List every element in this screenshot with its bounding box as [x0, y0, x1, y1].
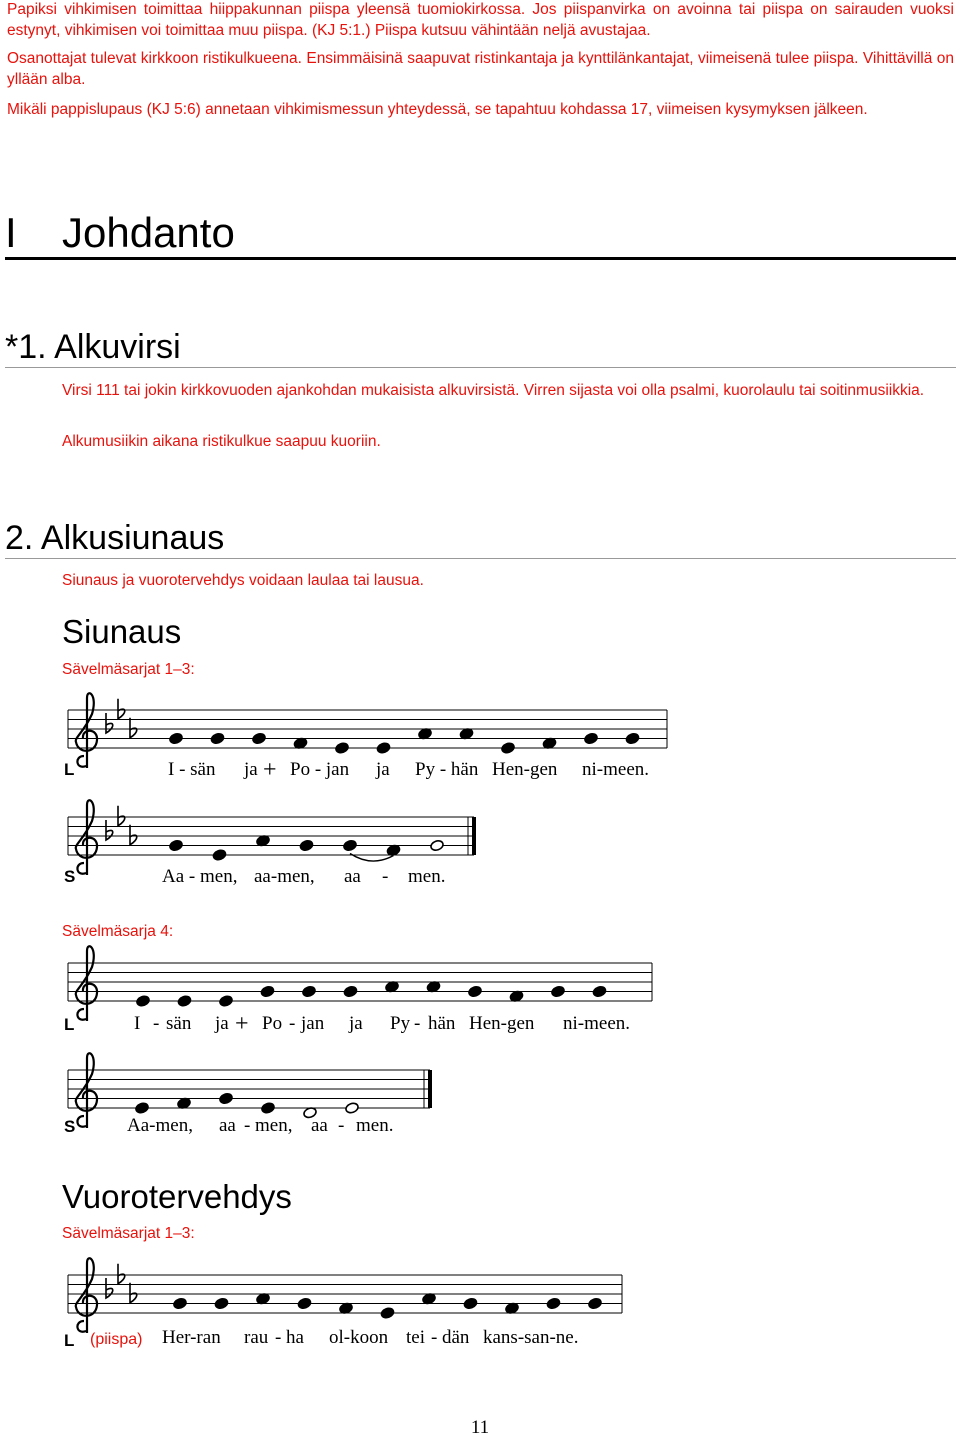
lyric: -: [244, 1115, 251, 1136]
lyric: tei: [406, 1327, 425, 1348]
quarter-note: [219, 995, 234, 1008]
section2-heading: 2. Alkusiunaus: [5, 519, 225, 557]
quarter-note: [214, 1297, 229, 1310]
part-number: I: [5, 209, 17, 256]
lyric: -: [382, 866, 389, 887]
lyric: aa: [311, 1115, 328, 1136]
intro-paragraph-1: Papiksi vihkimisen toimittaa hiippakunnan piispa yleensä tuomiokirkossa. Jos piispanvirka on avoinna tai piispa on sairauden vuoksi estynyt, vihkimisen voi toimittaa muu piispa. (KJ 5:1.) Piispa kutsuu vähintään neljä avustajaa.: [7, 1, 954, 39]
lyric: Hen-gen: [469, 1013, 535, 1034]
treble-clef: [76, 800, 97, 875]
role-liturgist: L: [64, 1015, 75, 1034]
section1-text-1: Virsi 111 tai jokin kirkkovuoden ajankohdan mukaisista alkuvirsistä. Virren sijasta voi olla psalmi, kuorolaulu tai soitinmusiikkia.: [62, 382, 925, 399]
lyric: -: [275, 1327, 282, 1348]
lyric: aa: [344, 866, 361, 887]
quarter-note: [546, 1297, 561, 1310]
treble-clef: [76, 693, 97, 768]
quarter-note: [551, 985, 566, 998]
quarter-note: [210, 732, 225, 745]
lyric: ja: [349, 1013, 363, 1034]
quarter-note: [169, 732, 184, 745]
lyric: aa-men,: [254, 866, 315, 887]
flat-sign: [106, 1278, 113, 1298]
quarter-note: [136, 995, 151, 1008]
quarter-note: [173, 1297, 188, 1310]
siunaus-title: Siunaus: [62, 613, 182, 650]
flat-sign: [118, 699, 125, 719]
flat-sign: [130, 825, 137, 845]
flat-sign: [130, 718, 137, 738]
role-congregation: S: [64, 1117, 76, 1136]
half-note: [345, 1102, 360, 1115]
lyric: Po - jan: [290, 759, 350, 780]
role-liturgist: L: [64, 760, 75, 779]
quarter-note: [261, 1102, 276, 1115]
quarter-note: [260, 985, 275, 998]
quarter-note: [468, 985, 483, 998]
lyric: jan: [301, 1013, 325, 1034]
lyric: ol-koon: [329, 1327, 389, 1348]
lyric: men,: [255, 1115, 293, 1136]
quarter-note: [584, 732, 599, 745]
cross-symbol: +: [263, 757, 277, 783]
lyric: ni-meen.: [582, 759, 650, 780]
lyric: ni-meen.: [563, 1013, 631, 1034]
role-congregation: S: [64, 867, 76, 886]
lyric: -: [431, 1327, 438, 1348]
treble-clef: [76, 1258, 97, 1333]
cross-symbol: +: [235, 1011, 249, 1037]
intro-paragraph-2: Osanottajat tulevat kirkkoon ristikulkueena. Ensimmäisinä saapuvat ristinkantaja ja kynttilänkantajat, viimeisenä tulee piispa. Vihittävillä on yllään alba.: [7, 50, 954, 88]
lyric: Aa-men,: [127, 1115, 193, 1136]
flat-sign: [118, 1264, 125, 1284]
lyric: -: [414, 1013, 421, 1034]
lyric: Po: [262, 1013, 283, 1034]
page-number: 11: [470, 1417, 490, 1438]
role-liturgist: L: [64, 1331, 75, 1350]
lyric: Py: [390, 1013, 411, 1034]
quarter-note: [343, 985, 358, 998]
quarter-note: [299, 839, 314, 852]
quarter-note: [135, 1102, 150, 1115]
lyric: Py - hän: [415, 759, 479, 780]
lyric: -: [153, 1013, 160, 1034]
lyric: ja: [244, 759, 258, 780]
part-title: Johdanto: [62, 209, 235, 256]
quarter-note: [169, 839, 184, 852]
lyric: men.: [356, 1115, 394, 1136]
quarter-note: [463, 1297, 478, 1310]
lyric: Hen-gen: [492, 759, 558, 780]
lyric: Her-ran: [162, 1327, 221, 1348]
lyric: men.: [408, 866, 446, 887]
siunaus-series-a: Sävelmäsarjat 1–3:: [62, 661, 195, 678]
lyric: Aa - men,: [162, 866, 238, 887]
quarter-note: [297, 1297, 312, 1310]
quarter-note: [177, 995, 192, 1008]
section2-text: Siunaus ja vuorotervehdys voidaan laulaa tai lausua.: [62, 572, 424, 589]
piispa-label: (piispa): [90, 1331, 143, 1348]
treble-clef: [76, 946, 97, 1021]
section1-heading: *1. Alkuvirsi: [5, 328, 181, 366]
lyric: ja: [376, 759, 390, 780]
quarter-note: [592, 985, 607, 998]
quarter-note: [343, 839, 358, 852]
lyric: aa: [219, 1115, 236, 1136]
quarter-note: [625, 732, 640, 745]
flat-sign: [118, 806, 125, 826]
quarter-note: [302, 985, 317, 998]
quarter-note: [501, 742, 516, 755]
lyric: ha: [286, 1327, 304, 1348]
quarter-note: [335, 742, 350, 755]
lyric: -: [338, 1115, 345, 1136]
lyric: sän: [166, 1013, 192, 1034]
intro-paragraph-3: Mikäli pappislupaus (KJ 5:6) annetaan vihkimismessun yhteydessä, se tapahtuu kohdassa 17, viimeisen kysymyksen jälkeen.: [7, 101, 868, 118]
quarter-note: [376, 742, 391, 755]
flat-sign: [130, 1283, 137, 1303]
lyric: hän: [428, 1013, 456, 1034]
lyric: rau: [244, 1327, 269, 1348]
section1-text-2: Alkumusiikin aikana ristikulkue saapuu kuoriin.: [62, 433, 381, 450]
lyric: I - sän: [168, 759, 216, 780]
quarter-note: [380, 1307, 395, 1320]
flat-sign: [106, 820, 113, 840]
lyric: kans-san-ne.: [483, 1327, 579, 1348]
lyric: dän: [442, 1327, 470, 1348]
half-note: [430, 839, 445, 852]
vuorotervehdys-series: Sävelmäsarjat 1–3:: [62, 1225, 195, 1242]
quarter-note: [212, 849, 227, 862]
vuorotervehdys-title: Vuorotervehdys: [62, 1178, 292, 1215]
siunaus-series-b: Sävelmäsarja 4:: [62, 923, 174, 940]
quarter-note: [588, 1297, 603, 1310]
lyric: ja: [215, 1013, 229, 1034]
flat-sign: [106, 713, 113, 733]
lyric: I: [134, 1013, 141, 1034]
lyric: -: [289, 1013, 296, 1034]
quarter-note: [219, 1092, 234, 1105]
treble-clef: [76, 1053, 97, 1128]
quarter-note: [252, 732, 267, 745]
